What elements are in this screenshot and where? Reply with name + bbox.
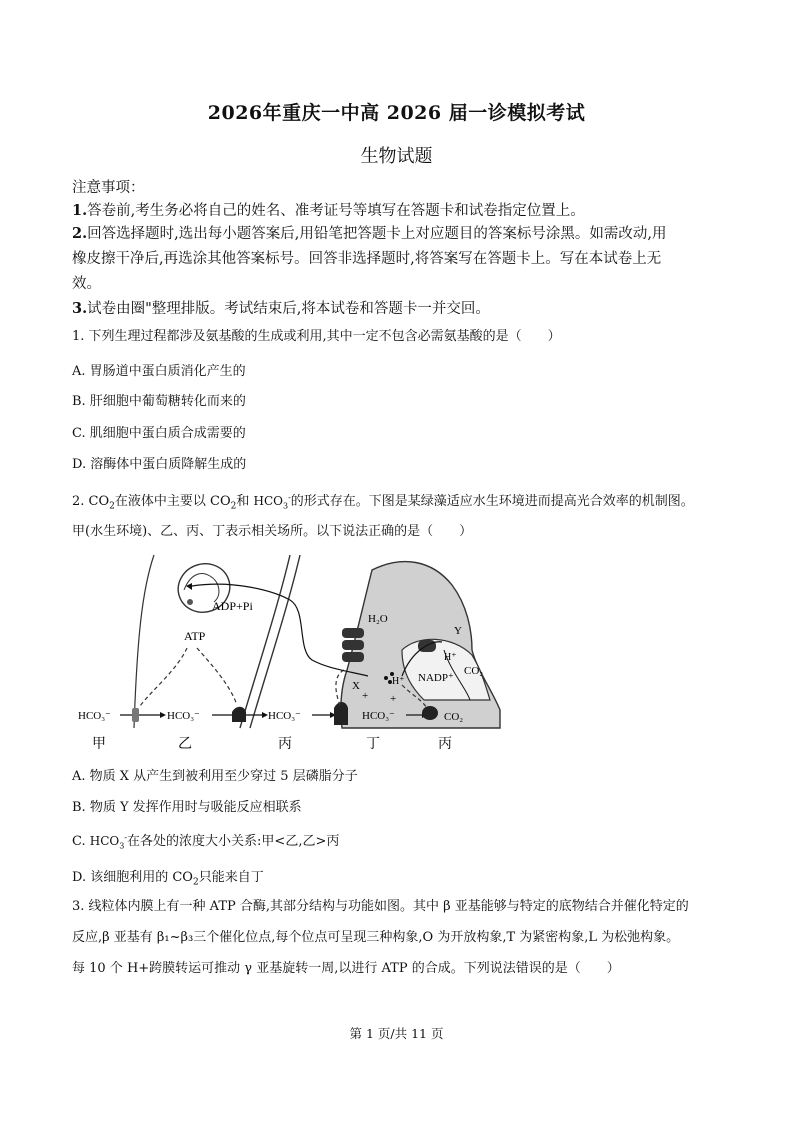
chloroplast-mechanism-figure: [72, 550, 512, 755]
fig-label-adp: ADP+Pi: [212, 599, 253, 613]
fig-label-nadp: NADP⁺: [418, 672, 454, 684]
fig-region-jia: 甲: [92, 737, 106, 752]
q2-option-b: B. 物质 Y 发挥作用时与吸能反应相联系: [72, 800, 302, 815]
q3-line-3: 每 10 个 H+跨膜转运可推动 γ 亚基旋转一周,以进行 ATP 的合成。下列说法错误的是（ ）: [72, 961, 620, 976]
fig-label-x: X: [352, 680, 360, 692]
notice-item-2-cont2: 效。: [72, 276, 101, 292]
notice-item-2-cont: 橡皮擦干净后,再选涂其他答案标号。回答非选择题时,将答案写在答题卡上。写在本试卷上无: [72, 251, 662, 267]
fig-label-y: Y: [454, 625, 462, 637]
fig-label-hplus-1: H⁺: [444, 652, 457, 663]
fig-region-bing-2: 丙: [438, 737, 452, 752]
notice-item-2: 2.回答选择题时,选出每小题答案后,用铅笔把答题卡上对应题目的答案标号涂黑。如需改动,用: [72, 225, 667, 242]
fig-region-bing-1: 丙: [278, 737, 292, 752]
page-subtitle: 生物试题: [360, 146, 433, 167]
hco3-formula-c: $HCO_3^-$: [89, 833, 128, 851]
q1-stem: 1. 下列生理过程都涉及氨基酸的生成或利用,其中一定不包含必需氨基酸的是（ ）: [72, 329, 561, 344]
q2-option-a: A. 物质 X 从产生到被利用至少穿过 5 层磷脂分子: [72, 769, 358, 784]
fig-label-plus-2: +: [390, 693, 397, 705]
q1-option-c: C. 肌细胞中蛋白质合成需要的: [72, 426, 246, 441]
page-footer: 第 1 页/共 11 页: [349, 1026, 444, 1041]
fig-hco3-1: HCO₃⁻: [78, 710, 111, 722]
fig-hco3-3: HCO₃⁻: [268, 710, 301, 722]
notice-item-3: 3.试卷由圈"整理排版。考试结束后,将本试卷和答题卡一并交回。: [72, 300, 490, 317]
q2-stem-line2: 甲(水生环境)、乙、丙、丁表示相关场所。以下说法正确的是（ ）: [72, 524, 473, 539]
fig-region-yi: 乙: [178, 737, 192, 752]
q3-line-1: 3. 线粒体内膜上有一种 ATP 合酶,其部分结构与功能如图。其中 β 亚基能够与特定的底物结合并催化特定的: [72, 899, 689, 914]
q1-option-a: A. 胃肠道中蛋白质消化产生的: [72, 364, 246, 379]
fig-label-atp: ATP: [184, 629, 206, 643]
fig-label-co2-b: CO₂: [444, 711, 464, 723]
q2-option-d: D. 该细胞利用的 $CO_2$只能来自丁: [72, 870, 264, 888]
fig-region-ding: 丁: [366, 737, 380, 752]
notice-item-1: 1.答卷前,考生务必将自己的姓名、准考证号等填写在答题卡和试卷指定位置上。: [72, 202, 585, 219]
q3-line-2: 反应,β 亚基有 β₁~β₃三个催化位点,每个位点可呈现三种构象,O 为开放构象,T 为紧密构象,L 为松弛构象。: [72, 930, 680, 945]
fig-label-co2-a: CO₂: [464, 665, 484, 677]
notice-heading: 注意事项：: [72, 180, 145, 196]
fig-label-plus-1: +: [362, 690, 369, 702]
q2-stem: 2. $CO_2$在液体中主要以 $CO_2$和 $HCO_3^-$的形式存在。下图是某绿藻适应水生环境进而提高光合效率的机制图。: [72, 493, 694, 512]
q1-option-b: B. 肝细胞中葡萄糖转化而来的: [72, 394, 246, 409]
page-title: 2026年重庆一中高 2026 届一诊模拟考试: [207, 102, 586, 124]
fig-label-hplus-2: H⁺: [392, 676, 405, 687]
q1-option-d: D. 溶酶体中蛋白质降解生成的: [72, 457, 247, 472]
fig-hco3-2: HCO₃⁻: [167, 710, 200, 722]
hco3-formula: $HCO_3^-$: [253, 493, 291, 511]
fig-label-h2o: H₂O: [368, 613, 388, 625]
q2-option-c: C. $HCO_3^-$在各处的浓度大小关系:甲<乙,乙>丙: [72, 833, 340, 851]
fig-hco3-4: HCO₃⁻: [362, 710, 395, 722]
